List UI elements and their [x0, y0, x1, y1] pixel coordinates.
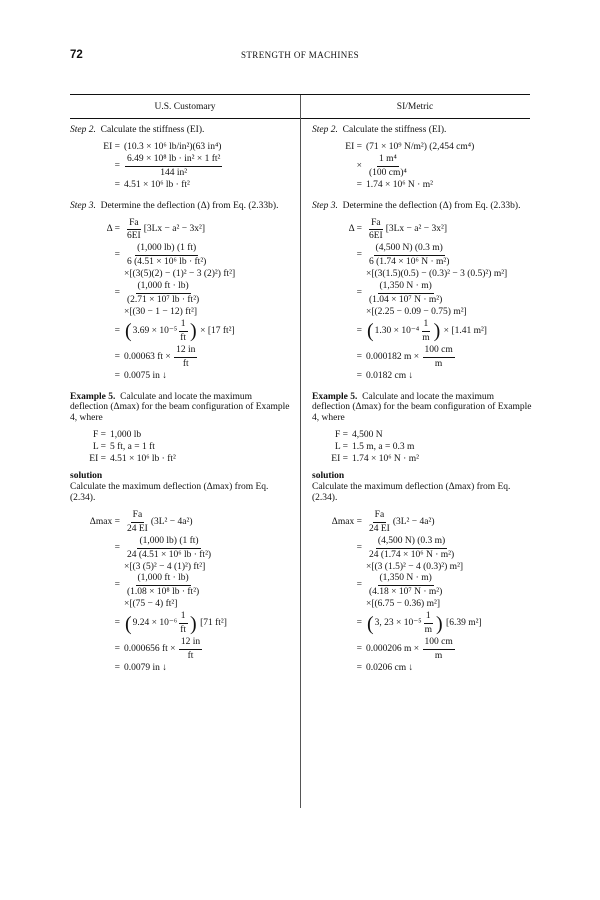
defl-eq-7: = 0.00063 ft × $\frac{12 in}{ft}$	[114, 344, 196, 369]
max-eq-3: ×[(3 (5)² − 4 (1)²) ft²]	[124, 561, 206, 572]
max-eq-4: = $\frac{(1,000 ft \cdot lb)}{\text{(1.08 × 10⁸ lb · ft²)}}$	[114, 573, 200, 598]
ei-eq-3: = 4.51 × 10⁶ lb · ft²	[114, 179, 190, 190]
solution-heading: solution	[312, 471, 345, 482]
ei-eq-3: = 1.74 × 10⁶ N · m²	[356, 179, 433, 190]
max-eq-8: = 0.0206 cm ↓	[356, 662, 414, 673]
ei-eq-1: EI = (10.3 × 10⁶ lb/in²)(63 in⁴)	[103, 141, 222, 152]
defl-eq-4: = $\frac{(1,350 N \cdot m)}{\text{(1.04 × 10⁷ N · m²)}}$	[356, 281, 443, 306]
given-values-si: F = 4,500 N L = 1.5 m, a = 0.3 m EI = 1.74 × 10⁶ N · m²	[331, 430, 419, 465]
defl-eq-5: ×[(30 − 1 − 12) ft²]	[124, 306, 198, 317]
defl-eq-3: ×[(3(1.5)(0.5) − (0.3)² − 3 (0.5)²) m²]	[366, 269, 508, 280]
defl-eq-5: ×[(2.25 − 0.09 − 0.75) m²]	[366, 306, 467, 317]
max-eq-8: = 0.0079 in ↓	[114, 662, 168, 673]
column-title-si: SI/Metric	[396, 102, 434, 112]
max-eq-3: ×[(3 (1.5)² − 4 (0.3)²) m²]	[366, 561, 464, 572]
max-eq-7: = 0.000656 ft × $\frac{12 in}{ft}$	[114, 637, 201, 661]
max-eq-7: = 0.000206 m × $\frac{100 cm}{m}$	[356, 637, 453, 661]
running-title: STRENGTH OF MACHINES	[240, 50, 359, 60]
column-title-us: U.S. Customary	[154, 102, 216, 112]
step3-heading: Step 3. Determine the deflection (Δ) from Eq. (2.33b).	[312, 200, 521, 211]
defl-eq-2: = $\frac{(4,500 N) (0.3 m)}{\text{6 (1.74 × 10⁶ N · m²)}}$	[356, 243, 450, 268]
page-number: 72	[70, 49, 83, 61]
step2-heading: Step 2. Calculate the stiffness (EI).	[70, 125, 205, 135]
defl-eq-8: = 0.0182 cm ↓	[356, 370, 414, 381]
ei-eq-2: × $\frac{\text{1 m⁴}}{\text{(100 cm)⁴}}$	[356, 153, 407, 178]
defl-eq-3: ×[(3(5)(2) − (1)² − 3 (2)²) ft²]	[124, 269, 236, 280]
max-eq-1: Δmax = $\frac{Fa}{24 EI}$ (3L² − 4a²)	[89, 509, 193, 534]
defl-eq-6: = ( 1.30 × 10⁻⁴ $\frac{1}{m}$ ) × [1.41 m²]	[356, 318, 487, 343]
defl-eq-4: = $\frac{(1,000 ft \cdot lb)}{\text{(2.71 × 10⁷ lb · ft²)}}$	[114, 281, 200, 306]
max-eq-6: = ( 3, 23 × 10⁻⁵ $\frac{1}{m}$ ) [6.39 m²]	[356, 611, 482, 636]
ei-eq-2: = $\frac{\text{6.49 × 10⁸ lb · in² × 1 ft²}}{\text{144 in²}}$	[114, 153, 221, 178]
defl-eq-6: = ( 3.69 × 10⁻⁵ $\frac{1}{ft}$ ) × [17 ft²]	[114, 318, 235, 343]
step2-heading: Step 2. Calculate the stiffness (EI).	[312, 125, 447, 135]
column-divider	[300, 95, 301, 808]
ei-eq-1: EI = (71 × 10⁹ N/m²) (2,454 cm⁴)	[345, 141, 475, 152]
max-eq-5: ×[(75 − 4) ft²]	[124, 599, 178, 610]
max-eq-6: = ( 9.24 × 10⁻⁶ $\frac{1}{ft}$ ) [71 ft²]	[114, 611, 227, 636]
example5-heading: Example 5. Calculate and locate the maximum deflection (Δmax) for the beam configuration of Example 4, where	[70, 391, 290, 424]
solution-text: Calculate the maximum deflection (Δmax) from Eq. (2.34).	[70, 481, 269, 503]
max-eq-4: = $\frac{(1,350 N \cdot m)}{\text{(4.18 × 10⁷ N · m²)}}$	[356, 573, 443, 598]
example5-heading: Example 5. Calculate and locate the maximum deflection (Δmax) for the beam configuration of Example 4, where	[312, 391, 532, 424]
max-eq-2: = $\frac{(1,000 lb) (1 ft)}{\text{24 (4.51 × 10⁶ lb · ft²)}}$	[114, 535, 212, 560]
column-us-customary	[70, 125, 290, 675]
defl-eq-1: Δ = $\frac{Fa}{6EI}$ [3Lx − a² − 3x²]	[348, 217, 447, 242]
defl-eq-8: = 0.0075 in ↓	[114, 370, 168, 381]
defl-eq-2: = $\frac{(1,000 lb) (1 ft)}{\text{6 (4.51 × 10⁶ lb · ft²)}}$	[114, 243, 207, 268]
defl-eq-1: Δ = $\frac{Fa}{6EI}$ [3Lx − a² − 3x²]	[106, 217, 205, 242]
max-eq-1: Δmax = $\frac{Fa}{24 EI}$ (3L² − 4a²)	[331, 509, 435, 534]
page-header	[70, 49, 530, 65]
given-values-us: F = 1,000 lb L = 5 ft, a = 1 ft EI = 4.51 × 10⁶ lb · ft²	[89, 430, 176, 465]
solution-heading: solution	[70, 471, 103, 482]
max-eq-5: ×[(6.75 − 0.36) m²]	[366, 599, 440, 610]
column-si-metric	[312, 125, 532, 675]
solution-text: Calculate the maximum deflection (Δmax) from Eq. (2.34).	[312, 481, 511, 503]
step3-heading: Step 3. Determine the deflection (Δ) from Eq. (2.33b).	[70, 200, 279, 211]
max-eq-2: = $\frac{(4,500 N) (0.3 m)}{\text{24 (1.74 × 10⁶ N · m²)}}$	[356, 535, 455, 560]
defl-eq-7: = 0.000182 m × $\frac{100 cm}{m}$	[356, 344, 453, 369]
